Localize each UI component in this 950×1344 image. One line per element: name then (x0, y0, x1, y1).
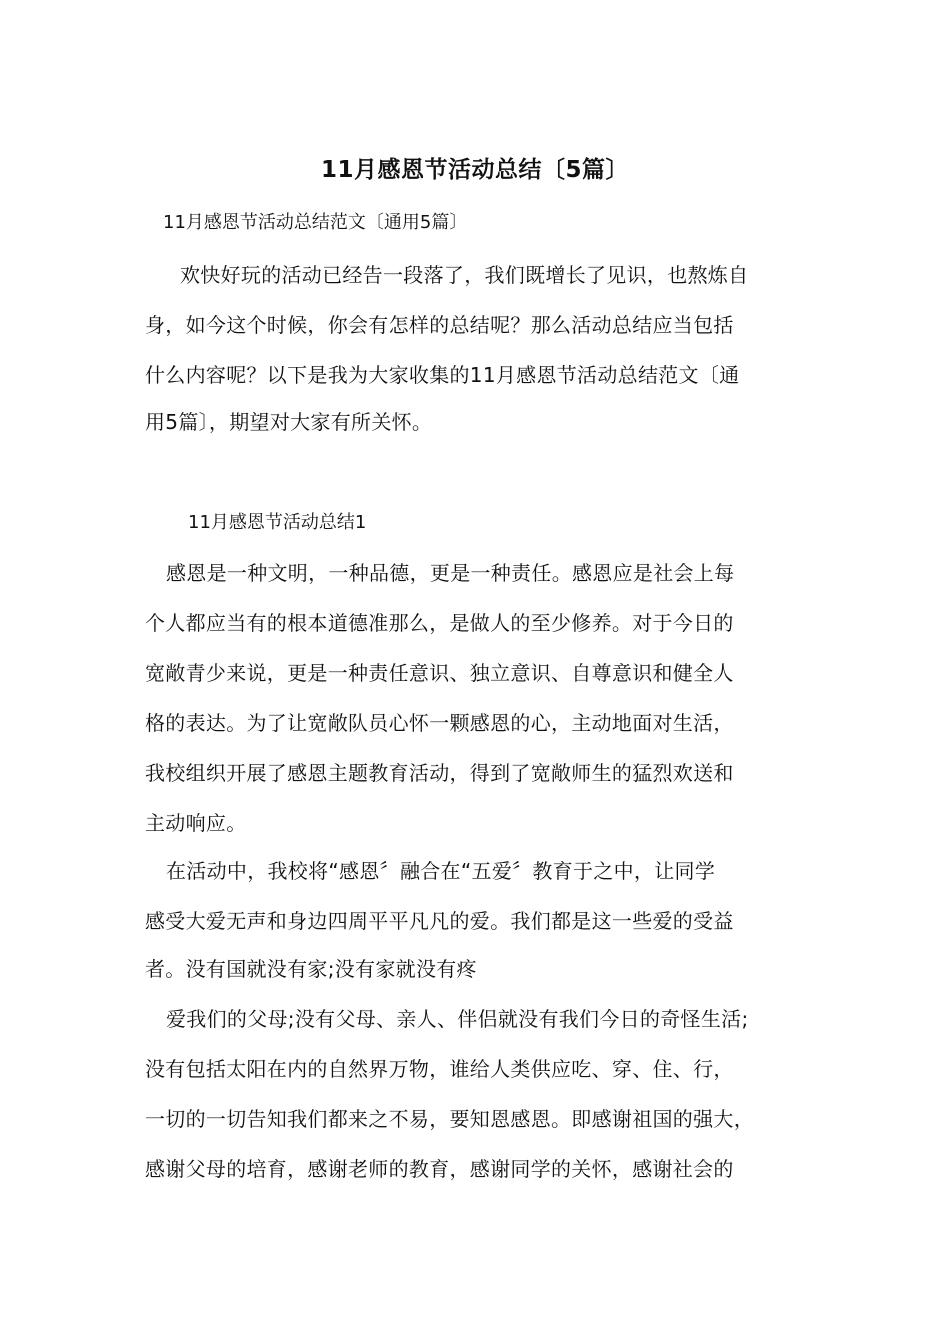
section-1-line-13: 感谢父母的培育，感谢老师的教育，感谢同学的关怀，感谢社会的 (145, 1157, 734, 1181)
section-1-line-10: 爱我们的父母;没有父母、亲人、伴侣就没有我们今日的奇怪生活; (166, 1007, 749, 1031)
section-1-line-5: 我校组织开展了感恩主题教育活动，得到了宽敞师生的猛烈欢送和 (145, 761, 734, 785)
section-1-line-9: 者。没有国就没有家;没有家就没有疼 (145, 957, 477, 981)
intro-line-2: 身，如今这个时候，你会有怎样的总结呢？那么活动总结应当包括 (145, 313, 734, 337)
intro-line-1: 欢快好玩的活动已经告一段落了，我们既增长了见识，也熬炼自 (180, 263, 749, 287)
section-1-line-8: 感受大爱无声和身边四周平平凡凡的爱。我们都是这一些爱的受益 (145, 909, 734, 933)
section-1-line-12: 一切的一切告知我们都来之不易，要知恩感恩。即感谢祖国的强大， (145, 1107, 754, 1131)
section-1-line-6: 主动响应。 (145, 811, 247, 835)
intro-line-4: 用5篇〕，期望对大家有所关怀。 (145, 410, 433, 434)
section-1-line-2: 个人都应当有的根本道德准那么，是做人的至少修养。对于今日的 (145, 611, 734, 635)
intro-line-3: 什么内容呢？以下是我为大家收集的11月感恩节活动总结范文〔通 (145, 363, 740, 387)
section-1-heading: 11月感恩节活动总结1 (188, 512, 367, 533)
section-1-line-7: 在活动中，我校将“感恩〞融合在“五爱〞教育于之中，让同学 (166, 859, 716, 883)
section-1-line-11: 没有包括太阳在内的自然界万物，谁给人类供应吃、穿、住、行， (145, 1057, 734, 1081)
section-1-line-1: 感恩是一种文明，一种品德，更是一种责任。感恩应是社会上每 (166, 561, 735, 585)
document-title: 11月感恩节活动总结〔5篇〕 (320, 157, 629, 183)
section-1-line-4: 格的表达。为了让宽敞队员心怀一颗感恩的心，主动地面对生活， (145, 711, 734, 735)
section-1-line-3: 宽敞青少来说，更是一种责任意识、独立意识、自尊意识和健全人 (145, 661, 734, 685)
document-subtitle: 11月感恩节活动总结范文〔通用5篇〕 (163, 212, 468, 233)
